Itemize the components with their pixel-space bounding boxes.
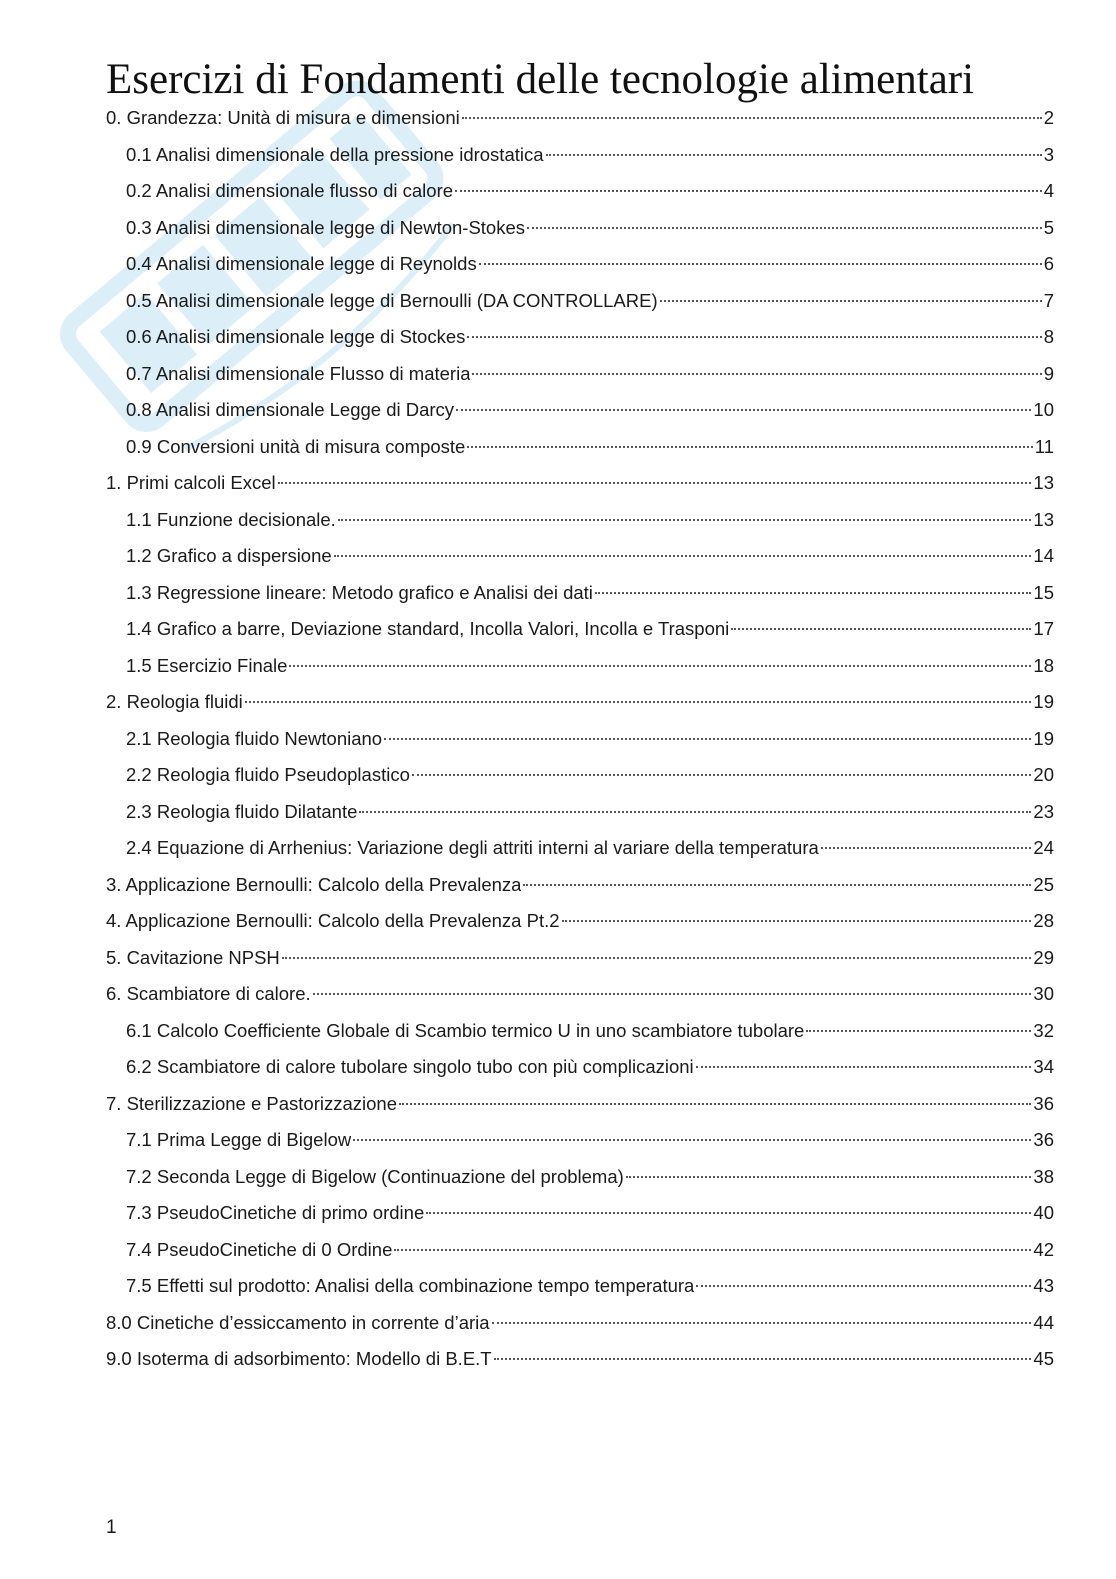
toc-entry-page: 38 — [1033, 1165, 1054, 1187]
toc-dot-leader — [359, 811, 1031, 813]
toc-entry-page: 25 — [1033, 873, 1054, 895]
toc-entry[interactable] — [106, 1086, 1054, 1123]
toc-dot-leader — [562, 920, 1032, 922]
toc-entry[interactable] — [106, 1341, 1054, 1378]
toc-dot-leader — [472, 373, 1041, 375]
toc-entry-title: 0.4 Analisi dimensionale legge di Reynolds — [126, 253, 477, 274]
toc-dot-leader — [289, 665, 1031, 667]
toc-entry-page: 36 — [1033, 1129, 1054, 1150]
toc-entry-page: 2 — [1043, 107, 1054, 128]
toc-entry[interactable] — [106, 976, 1054, 1013]
toc-entry-title: 9.0 Isoterma di adsorbimento: Modello di B.E.T — [106, 1348, 492, 1369]
toc-dot-leader — [467, 336, 1041, 338]
toc-entry[interactable] — [106, 867, 1054, 904]
toc-entry-title: 0.9 Conversioni unità di misura composte — [126, 435, 466, 457]
toc-entry-page: 3 — [1043, 143, 1054, 165]
toc-entry-title: 1. Primi calcoli Excel — [106, 472, 276, 493]
toc-entry[interactable] — [106, 502, 1054, 539]
toc-entry-title: 6.2 Scambiatore di calore tubolare singolo tubo con più complicazioni — [126, 1056, 694, 1077]
toc-entry[interactable] — [106, 1232, 1054, 1269]
toc-entry[interactable] — [106, 940, 1054, 977]
toc-entry-title: 0.5 Analisi dimensionale legge di Bernoulli (DA CONTROLLARE) — [126, 289, 658, 311]
toc-entry-title: 1.2 Grafico a dispersione — [126, 545, 332, 566]
toc-entry[interactable] — [106, 721, 1054, 758]
toc-entry-title: 7.4 PseudoCinetiche di 0 Ordine — [126, 1238, 393, 1260]
toc-entry-page: 10 — [1033, 399, 1054, 420]
toc-entry-page: 14 — [1033, 545, 1054, 566]
toc-entry[interactable] — [106, 210, 1054, 247]
toc-entry-title: 6.1 Calcolo Coefficiente Globale di Scambio termico U in uno scambiatore tubolare — [126, 1019, 805, 1041]
toc-entry-title: 2.4 Equazione di Arrhenius: Variazione degli attriti interni al variare della temperatura — [126, 837, 819, 858]
toc-entry-page: 43 — [1033, 1275, 1054, 1296]
toc-dot-leader — [384, 738, 1031, 740]
toc-entry-page: 34 — [1033, 1056, 1054, 1077]
toc-dot-leader — [353, 1139, 1031, 1141]
toc-entry[interactable] — [106, 648, 1054, 685]
toc-entry-title: 7. Sterilizzazione e Pastorizzazione — [106, 1092, 398, 1114]
toc-dot-leader — [278, 482, 1032, 484]
toc-entry[interactable] — [106, 1195, 1054, 1232]
toc-entry-page: 23 — [1033, 800, 1054, 822]
toc-dot-leader — [412, 774, 1032, 776]
toc-entry-page: 32 — [1033, 1019, 1054, 1041]
toc-dot-leader — [467, 446, 1032, 448]
page-number: 1 — [106, 1517, 117, 1538]
table-of-contents — [106, 100, 1054, 1378]
toc-entry-page: 13 — [1033, 508, 1054, 530]
toc-entry-page: 7 — [1043, 289, 1054, 311]
toc-entry-title: 2.3 Reologia fluido Dilatante — [126, 800, 358, 822]
toc-entry[interactable] — [106, 757, 1054, 794]
toc-entry[interactable] — [106, 246, 1054, 283]
toc-entry[interactable] — [106, 794, 1054, 831]
toc-entry[interactable] — [106, 1159, 1054, 1196]
toc-dot-leader — [338, 519, 1032, 521]
toc-entry-title: 2.1 Reologia fluido Newtoniano — [126, 727, 383, 749]
toc-entry-title: 0.6 Analisi dimensionale legge di Stockes — [126, 326, 466, 347]
toc-dot-leader — [479, 263, 1042, 265]
toc-dot-leader — [696, 1066, 1032, 1068]
toc-dot-leader — [595, 592, 1032, 594]
toc-entry-title: 3. Applicazione Bernoulli: Calcolo della Prevalenza — [106, 873, 522, 895]
toc-entry-title: 1.5 Esercizio Finale — [126, 654, 288, 676]
toc-dot-leader — [806, 1030, 1031, 1032]
toc-entry-title: 1.3 Regressione lineare: Metodo grafico e Analisi dei dati — [126, 581, 593, 603]
toc-entry-title: 1.4 Grafico a barre, Deviazione standard, Incolla Valori, Incolla e Trasponi — [126, 618, 730, 639]
toc-entry[interactable] — [106, 1049, 1054, 1086]
toc-entry-title: 5. Cavitazione NPSH — [106, 946, 280, 968]
toc-dot-leader — [456, 409, 1031, 411]
toc-entry[interactable] — [106, 356, 1054, 393]
toc-entry[interactable] — [106, 465, 1054, 502]
toc-entry-title: 0.7 Analisi dimensionale Flusso di materia — [126, 362, 471, 384]
toc-entry-page: 44 — [1033, 1311, 1054, 1333]
toc-dot-leader — [523, 884, 1031, 886]
toc-entry[interactable] — [106, 173, 1054, 210]
toc-entry-page: 29 — [1033, 946, 1054, 968]
toc-entry-page: 6 — [1043, 253, 1054, 274]
toc-entry[interactable] — [106, 903, 1054, 940]
toc-dot-leader — [626, 1176, 1032, 1178]
toc-dot-leader — [462, 117, 1042, 119]
toc-entry-page: 19 — [1033, 691, 1054, 712]
toc-entry-page: 11 — [1034, 435, 1054, 457]
toc-entry-page: 4 — [1043, 180, 1054, 201]
toc-entry-page: 17 — [1033, 618, 1054, 639]
toc-entry-page: 19 — [1033, 727, 1054, 749]
toc-dot-leader — [731, 628, 1031, 630]
toc-entry-title: 6. Scambiatore di calore. — [106, 983, 311, 1004]
toc-entry-title: 4. Applicazione Bernoulli: Calcolo della Prevalenza Pt.2 — [106, 910, 560, 931]
toc-entry[interactable] — [106, 575, 1054, 612]
toc-dot-leader — [455, 190, 1042, 192]
toc-entry[interactable] — [106, 538, 1054, 575]
toc-entry-page: 42 — [1033, 1238, 1054, 1260]
toc-entry-page: 13 — [1033, 472, 1054, 493]
toc-entry-page: 28 — [1033, 910, 1054, 931]
toc-entry-page: 5 — [1043, 216, 1054, 238]
toc-entry-title: 7.2 Seconda Legge di Bigelow (Continuazione del problema) — [126, 1165, 624, 1187]
toc-dot-leader — [245, 701, 1032, 703]
toc-entry-title: 7.1 Prima Legge di Bigelow — [126, 1129, 352, 1150]
toc-entry-page: 30 — [1033, 983, 1054, 1004]
toc-entry-title: 0.3 Analisi dimensionale legge di Newton-Stokes — [126, 216, 526, 238]
toc-entry-page: 15 — [1033, 581, 1054, 603]
toc-entry-page: 9 — [1043, 362, 1054, 384]
toc-entry-title: 0.2 Analisi dimensionale flusso di calore — [126, 180, 454, 201]
toc-dot-leader — [334, 555, 1032, 557]
toc-entry[interactable] — [106, 283, 1054, 320]
toc-entry-title: 1.1 Funzione decisionale. — [126, 508, 336, 530]
toc-dot-leader — [492, 1322, 1032, 1324]
toc-dot-leader — [696, 1285, 1031, 1287]
toc-entry[interactable] — [106, 137, 1054, 174]
toc-dot-leader — [660, 300, 1042, 302]
toc-dot-leader — [494, 1358, 1032, 1360]
toc-entry-page: 24 — [1033, 837, 1054, 858]
toc-entry-title: 7.3 PseudoCinetiche di primo ordine — [126, 1202, 425, 1223]
toc-dot-leader — [313, 993, 1032, 995]
toc-entry[interactable] — [106, 1122, 1054, 1159]
toc-entry[interactable] — [106, 429, 1054, 466]
toc-entry-title: 2. Reologia fluidi — [106, 691, 243, 712]
toc-dot-leader — [399, 1103, 1031, 1105]
toc-dot-leader — [394, 1249, 1031, 1251]
toc-entry-title: 0.8 Analisi dimensionale Legge di Darcy — [126, 399, 455, 420]
toc-entry-title: 8.0 Cinetiche d’essiccamento in corrente d’aria — [106, 1311, 490, 1333]
document-title: Esercizi di Fondamenti delle tecnologie alimentari — [106, 56, 975, 103]
toc-entry[interactable] — [106, 392, 1054, 429]
toc-dot-leader — [282, 957, 1032, 959]
toc-entry[interactable] — [106, 684, 1054, 721]
toc-entry[interactable] — [106, 1013, 1054, 1050]
toc-entry-title: 0.1 Analisi dimensionale della pressione idrostatica — [126, 143, 544, 165]
toc-entry-page: 20 — [1033, 764, 1054, 785]
toc-entry-page: 40 — [1033, 1202, 1054, 1223]
toc-entry[interactable] — [106, 830, 1054, 867]
toc-entry[interactable] — [106, 1268, 1054, 1305]
toc-entry-page: 8 — [1043, 326, 1054, 347]
toc-entry[interactable] — [106, 319, 1054, 356]
toc-entry-page: 45 — [1033, 1348, 1054, 1369]
toc-entry-title: 0. Grandezza: Unità di misura e dimensioni — [106, 107, 460, 128]
toc-dot-leader — [546, 154, 1042, 156]
toc-dot-leader — [821, 847, 1032, 849]
toc-dot-leader — [426, 1212, 1031, 1214]
toc-entry-title: 2.2 Reologia fluido Pseudoplastico — [126, 764, 410, 785]
toc-entry-title: 7.5 Effetti sul prodotto: Analisi della combinazione tempo temperatura — [126, 1275, 695, 1296]
toc-entry[interactable] — [106, 611, 1054, 648]
toc-entry-page: 18 — [1033, 654, 1054, 676]
toc-entry[interactable] — [106, 1305, 1054, 1342]
toc-dot-leader — [527, 227, 1042, 229]
toc-entry-page: 36 — [1033, 1092, 1054, 1114]
toc-entry[interactable] — [106, 100, 1054, 137]
